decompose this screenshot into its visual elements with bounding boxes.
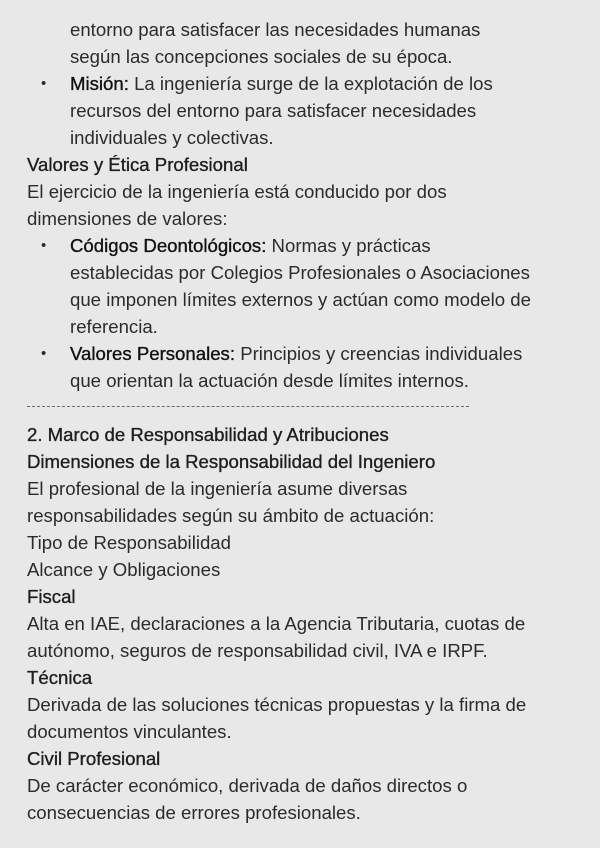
row-label-tecnica: Técnica <box>27 667 93 688</box>
row-text: Alta en IAE, declaraciones a la Agencia Tributaria, cuotas de <box>27 613 526 634</box>
table-header-type: Tipo de Responsabilidad <box>27 532 231 553</box>
row-label-civil: Civil Profesional <box>27 748 161 769</box>
paragraph-line: responsabilidades según su ámbito de actuación: <box>27 505 435 526</box>
row-text: consecuencias de errores profesionales. <box>27 802 361 823</box>
text-line: referencia. <box>70 316 158 337</box>
bullet-icon: • <box>41 237 47 254</box>
text-line: entorno para satisfacer las necesidades humanas <box>70 19 481 40</box>
row-text: De carácter económico, derivada de daños directos o <box>27 775 468 796</box>
term-personales: Valores Personales: <box>70 343 236 364</box>
text-line: establecidas por Colegios Profesionales o Asociaciones <box>70 262 530 283</box>
text-line: recursos del entorno para satisfacer necesidades <box>70 100 477 121</box>
text-line: que imponen límites externos y actúan como modelo de <box>70 289 531 310</box>
term-mision: Misión: <box>70 73 129 94</box>
row-text: autónomo, seguros de responsabilidad civil, IVA e IRPF. <box>27 640 488 661</box>
bullet-icon: • <box>41 75 47 92</box>
paragraph-line: dimensiones de valores: <box>27 208 228 229</box>
paragraph-line: El ejercicio de la ingeniería está conducido por dos <box>27 181 447 202</box>
list-item-text: La ingeniería surge de la explotación de los <box>128 73 493 94</box>
subsection-title: Dimensiones de la Responsabilidad del Ingeniero <box>27 451 436 472</box>
list-item-text: Normas y prácticas <box>266 235 431 256</box>
paragraph-line: El profesional de la ingeniería asume diversas <box>27 478 408 499</box>
row-text: Derivada de las soluciones técnicas propuestas y la firma de <box>27 694 527 715</box>
row-text: documentos vinculantes. <box>27 721 232 742</box>
list-item-codigos <box>27 232 587 259</box>
section-title-2: 2. Marco de Responsabilidad y Atribuciones <box>27 424 389 445</box>
dashed-divider <box>27 394 587 421</box>
section-heading-valores: Valores y Ética Profesional <box>27 154 248 175</box>
list-item-personales <box>27 340 587 367</box>
list-item-text: Principios y creencias individuales <box>235 343 523 364</box>
term-codigos: Códigos Deontológicos: <box>70 235 267 256</box>
row-label-fiscal: Fiscal <box>27 586 76 607</box>
text-line: individuales y colectivas. <box>70 127 274 148</box>
document-page <box>27 16 587 826</box>
table-header-scope: Alcance y Obligaciones <box>27 559 221 580</box>
text-line: que orientan la actuación desde límites internos. <box>70 370 469 391</box>
list-item-mision <box>27 70 587 97</box>
bullet-icon: • <box>41 345 47 362</box>
text-line: según las concepciones sociales de su época. <box>70 46 453 67</box>
